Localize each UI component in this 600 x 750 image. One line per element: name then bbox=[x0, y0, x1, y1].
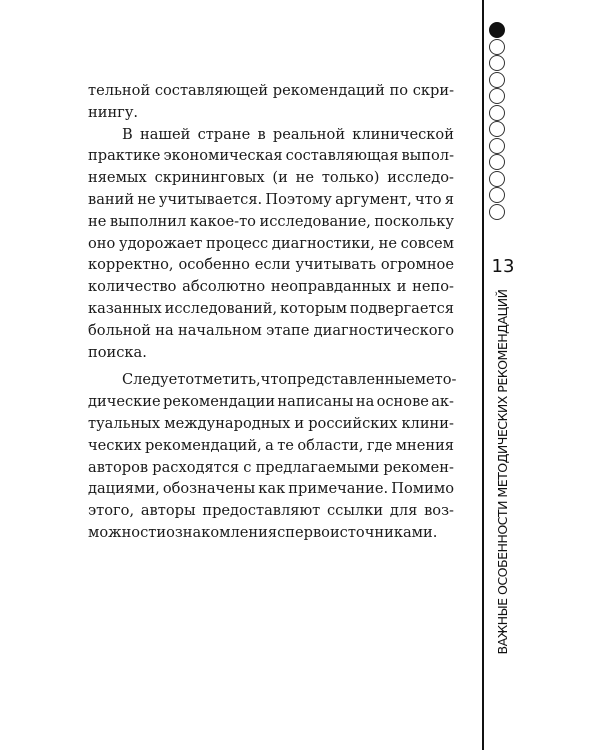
progress-marker-filled bbox=[489, 22, 505, 38]
word: больной bbox=[88, 321, 152, 339]
progress-marker-empty bbox=[489, 204, 505, 220]
word: отметить, bbox=[185, 371, 261, 389]
word: рекомен- bbox=[383, 458, 454, 476]
word: исследо- bbox=[387, 169, 454, 187]
word: предлагаемыми bbox=[255, 458, 380, 476]
word: составляющей bbox=[154, 82, 269, 99]
word: Поэтому bbox=[265, 190, 332, 208]
word: авторы bbox=[140, 502, 196, 520]
word: не bbox=[88, 212, 107, 230]
word: можности bbox=[88, 523, 167, 541]
progress-marker-rail bbox=[485, 22, 515, 220]
word: основе bbox=[376, 393, 429, 411]
progress-marker-empty bbox=[489, 138, 505, 154]
text-line bbox=[88, 276, 454, 298]
body-text bbox=[88, 80, 457, 544]
word: что bbox=[414, 190, 442, 208]
word: я bbox=[444, 190, 454, 208]
word: мето- bbox=[414, 371, 457, 389]
word: няемых bbox=[88, 169, 147, 187]
word: рекомендаций, bbox=[144, 436, 262, 454]
word: и bbox=[294, 414, 305, 432]
word: области, bbox=[297, 436, 364, 454]
word: представленные bbox=[287, 371, 415, 389]
word: начальном bbox=[177, 321, 262, 339]
word: этого, bbox=[88, 502, 135, 520]
word: процесс bbox=[205, 234, 269, 252]
word: на bbox=[355, 393, 375, 411]
text-line bbox=[88, 457, 454, 479]
text-line bbox=[88, 342, 454, 364]
text-line bbox=[88, 522, 454, 544]
word: скри- bbox=[412, 82, 454, 99]
word: если bbox=[254, 256, 291, 274]
text-line bbox=[88, 254, 454, 276]
word: как bbox=[258, 480, 286, 498]
progress-marker-empty bbox=[489, 154, 505, 170]
word: международных bbox=[164, 414, 291, 432]
word: те bbox=[277, 436, 294, 454]
word: аргумент, bbox=[335, 190, 412, 208]
text-line bbox=[88, 124, 454, 146]
word: экономическая bbox=[163, 147, 283, 165]
word: дические bbox=[88, 393, 161, 411]
word: исследований, bbox=[164, 299, 278, 317]
word: ческих bbox=[88, 436, 142, 454]
word: стране bbox=[197, 125, 251, 143]
text-line bbox=[88, 478, 454, 500]
progress-marker-empty bbox=[489, 39, 505, 55]
word: первоисточниками. bbox=[285, 523, 438, 541]
progress-marker-empty bbox=[489, 171, 505, 187]
word: по bbox=[389, 82, 409, 99]
word: и bbox=[396, 278, 407, 296]
word: казанных bbox=[88, 299, 162, 317]
progress-marker-empty bbox=[489, 55, 505, 71]
word: учитывать bbox=[295, 256, 377, 274]
word: непо- bbox=[412, 278, 454, 296]
word: ак- bbox=[431, 393, 454, 411]
word: не bbox=[378, 234, 397, 252]
word: В bbox=[122, 125, 133, 143]
word: примечание. bbox=[288, 480, 389, 498]
progress-marker-empty bbox=[489, 105, 505, 121]
word: воз- bbox=[424, 502, 454, 520]
word: составляющая bbox=[285, 147, 399, 165]
progress-marker-empty bbox=[489, 72, 505, 88]
word: только) bbox=[321, 169, 380, 187]
word: нингу. bbox=[88, 103, 139, 121]
word: Помимо bbox=[391, 480, 454, 498]
word: рекомендации bbox=[162, 393, 276, 411]
word: исследование, bbox=[259, 212, 371, 230]
word: где bbox=[366, 436, 393, 454]
word: неоправданных bbox=[270, 278, 391, 296]
word: огромное bbox=[380, 256, 454, 274]
word: подвергается bbox=[349, 299, 454, 317]
word: (и bbox=[272, 169, 288, 187]
text-line bbox=[88, 211, 454, 233]
text-line bbox=[88, 80, 454, 102]
word: клинической bbox=[352, 125, 454, 143]
text-line bbox=[88, 369, 457, 391]
word: а bbox=[265, 436, 274, 454]
word: нашей bbox=[139, 125, 191, 143]
word: дациями, bbox=[88, 480, 160, 498]
word: для bbox=[389, 502, 418, 520]
word: написаны bbox=[277, 393, 354, 411]
word: ссылки bbox=[327, 502, 384, 520]
text-line bbox=[88, 189, 454, 211]
word: корректно, bbox=[88, 256, 174, 274]
text-line bbox=[88, 435, 454, 457]
word: что bbox=[260, 371, 288, 389]
text-line bbox=[88, 102, 454, 124]
text-line bbox=[88, 233, 454, 255]
word: на bbox=[155, 321, 174, 339]
page-number: 13 bbox=[491, 256, 515, 277]
word: какое-то bbox=[189, 212, 256, 230]
word: обозначены bbox=[162, 480, 256, 498]
word: российских bbox=[308, 414, 398, 432]
text-line bbox=[88, 320, 454, 342]
word: поскольку bbox=[374, 212, 454, 230]
word: не bbox=[295, 169, 315, 187]
word: которым bbox=[279, 299, 348, 317]
word: практике bbox=[88, 147, 161, 165]
word: реальной bbox=[272, 125, 346, 143]
word: диагностического bbox=[313, 321, 454, 339]
word: с bbox=[277, 523, 286, 541]
word: Следует bbox=[122, 371, 186, 389]
text-line bbox=[88, 391, 454, 413]
word: выполнил bbox=[109, 212, 187, 230]
word: поиска. bbox=[88, 343, 147, 361]
word: расходятся bbox=[152, 458, 240, 476]
word: скрининговых bbox=[154, 169, 265, 187]
progress-marker-empty bbox=[489, 88, 505, 104]
text-line bbox=[88, 167, 454, 189]
word: оно bbox=[88, 234, 116, 252]
word: не bbox=[137, 190, 156, 208]
paragraph bbox=[88, 124, 454, 364]
word: выпол- bbox=[401, 147, 454, 165]
word: в bbox=[257, 125, 266, 143]
word: количество bbox=[88, 278, 177, 296]
word: ваний bbox=[88, 190, 135, 208]
word: диагностики, bbox=[271, 234, 375, 252]
text-line bbox=[88, 500, 454, 522]
paragraph bbox=[88, 369, 457, 543]
word: предоставляют bbox=[202, 502, 321, 520]
word: абсолютно bbox=[182, 278, 266, 296]
text-line bbox=[88, 145, 454, 167]
word: удорожает bbox=[118, 234, 203, 252]
word: с bbox=[243, 458, 252, 476]
margin-rule bbox=[482, 0, 484, 750]
word: совсем bbox=[400, 234, 454, 252]
word: авторов bbox=[88, 458, 149, 476]
word: ознакомления bbox=[166, 523, 278, 541]
text-line bbox=[88, 413, 454, 435]
progress-marker-empty bbox=[489, 187, 505, 203]
paragraph bbox=[88, 80, 454, 124]
text-line bbox=[88, 298, 454, 320]
word: клини- bbox=[401, 414, 454, 432]
running-section-title: ВАЖНЫЕ ОСОБЕННОСТИ МЕТОДИЧЕСКИХ РЕКОМЕНДАЦИЙ bbox=[495, 289, 510, 655]
word: туальных bbox=[88, 414, 161, 432]
word: учитывается. bbox=[158, 190, 263, 208]
word: рекомендаций bbox=[272, 82, 385, 99]
word: мнения bbox=[395, 436, 454, 454]
progress-marker-empty bbox=[489, 121, 505, 137]
word: этапе bbox=[266, 321, 310, 339]
word: особенно bbox=[178, 256, 250, 274]
word: тельной bbox=[88, 82, 151, 99]
